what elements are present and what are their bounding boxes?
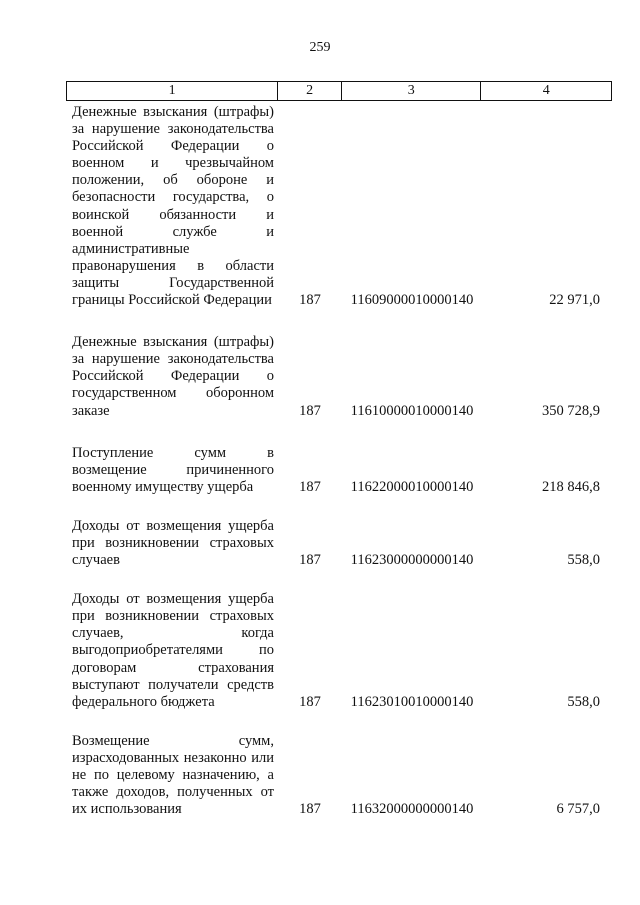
row-description: Поступление сумм в возмещение причиненного военному имуществу ущерба: [72, 444, 274, 495]
row-admin-code: 187: [299, 478, 321, 495]
row-budget-code: 11623010010000140: [350, 693, 474, 710]
row-description: Возмещение сумм, израсходованных незаконно или не по целевому назначению, а также доходов, полученных от их использования: [72, 732, 274, 818]
row-budget-code: 11622000010000140: [350, 478, 474, 495]
header-col-1: 1: [67, 82, 278, 100]
row-amount: 6 757,0: [556, 801, 600, 818]
row-budget-code: 11610000010000140: [350, 402, 474, 419]
row-admin-code: 187: [299, 402, 321, 419]
header-col-3: 3: [342, 82, 481, 100]
table-row: [66, 518, 612, 569]
table-row: [66, 733, 612, 818]
table-row: [66, 104, 612, 309]
table-row: [66, 591, 612, 711]
row-amount: 558,0: [567, 693, 600, 710]
row-admin-code: 187: [299, 693, 321, 710]
row-description: Доходы от возмещения ущерба при возникновении страховых случаев, когда выгодоприобретателями по договорам страхования выступают получатели средств федерального бюджета: [72, 591, 274, 710]
row-budget-code: 11623000000000140: [350, 552, 474, 569]
table-header: [66, 81, 612, 101]
row-budget-code: 11609000010000140: [350, 292, 474, 309]
row-description: Денежные взыскания (штрафы) за нарушение законодательства Российской Федерации о военном и чрезвычайном положении, об обороне и безопасности государства, о воинской обязанности и военной службе и административные правонарушения в области защиты Государственной границы Российской Федерации: [72, 104, 274, 309]
row-amount: 218 846,8: [542, 478, 600, 495]
header-col-2: 2: [278, 82, 342, 100]
row-budget-code: 11632000000000140: [350, 801, 474, 818]
table-row: [66, 334, 612, 419]
row-admin-code: 187: [299, 801, 321, 818]
row-description: Денежные взыскания (штрафы) за нарушение законодательства Российской Федерации о государственном оборонном заказе: [72, 334, 274, 419]
row-admin-code: 187: [299, 552, 321, 569]
row-amount: 558,0: [567, 552, 600, 569]
table-body: [66, 104, 612, 818]
table-row: [66, 445, 612, 496]
row-admin-code: 187: [299, 292, 321, 309]
row-description: Доходы от возмещения ущерба при возникновении страховых случаев: [72, 517, 274, 569]
row-amount: 22 971,0: [549, 292, 600, 309]
row-amount: 350 728,9: [542, 402, 600, 419]
header-col-4: 4: [542, 83, 550, 98]
page-number: 259: [309, 40, 331, 55]
